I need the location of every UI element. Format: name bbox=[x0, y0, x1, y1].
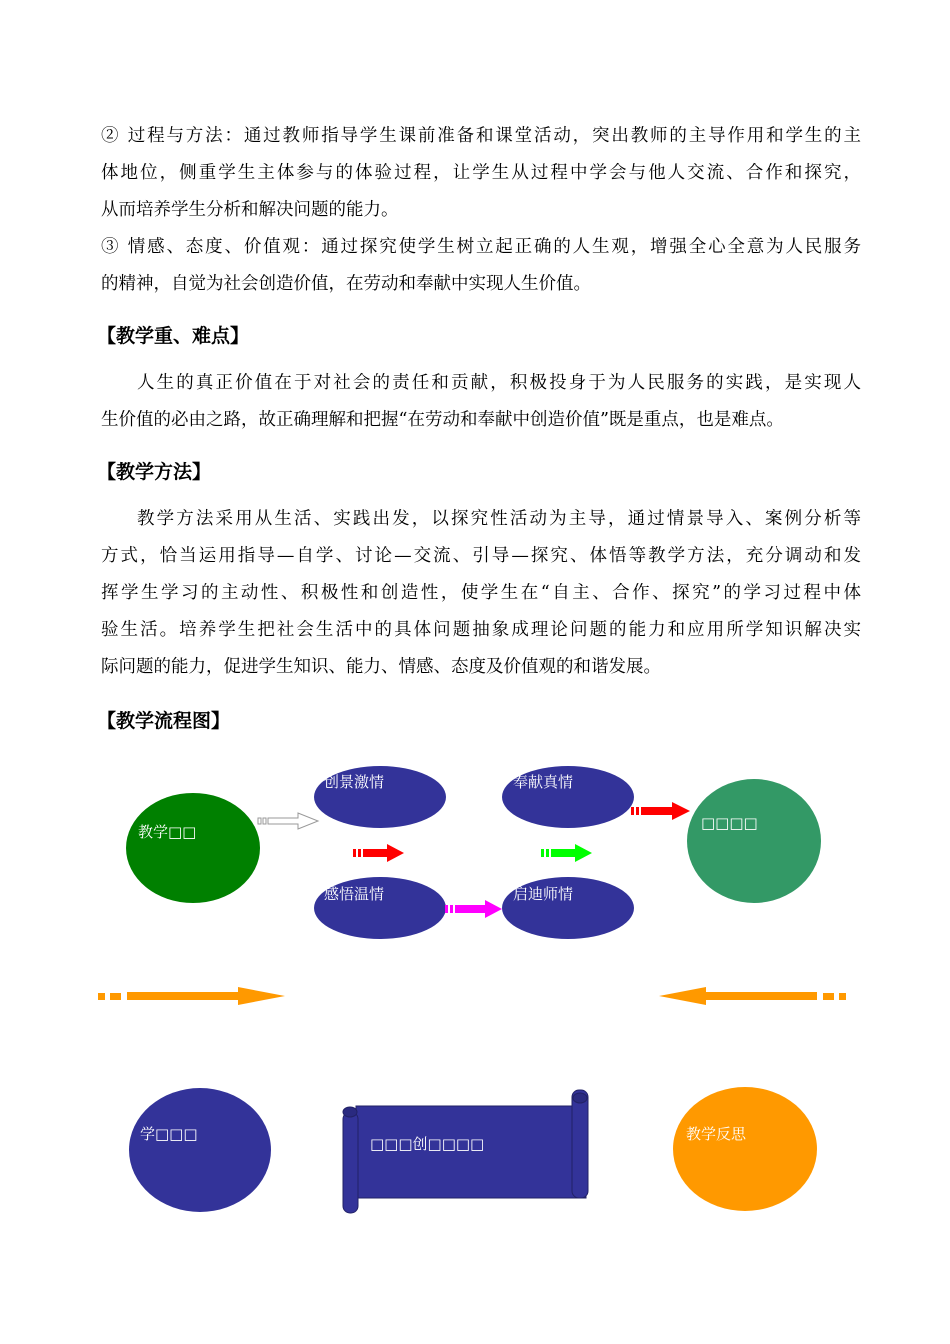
end-node bbox=[687, 779, 821, 903]
node-label: 奉献真情 bbox=[513, 773, 574, 791]
text-line: 从而培养学生分析和解决问题的能力。 bbox=[101, 200, 399, 220]
text-line: 际问题的能力，促进学生知识、能力、情感、态度及价值观的和谐发展。 bbox=[101, 657, 661, 677]
text-line: 教学方法采用从生活、实践出发，以探究性活动为主导，通过情景导入、案例分析等 bbox=[137, 509, 861, 529]
orange-arrow-left bbox=[659, 987, 846, 1005]
start-node bbox=[126, 793, 260, 903]
bottom-left-node-label: 学□□□ bbox=[140, 1125, 198, 1143]
red-arrow-to-end bbox=[631, 802, 690, 820]
text-line: 的精神，自觉为社会创造价值，在劳动和奉献中实现人生价值。 bbox=[101, 274, 591, 294]
text-line: 生价值的必由之路，故正确理解和把握“在劳动和奉献中创造价值”既是重点，也是难点。 bbox=[101, 410, 784, 430]
reflection-node bbox=[673, 1087, 817, 1211]
bottom-left-node bbox=[129, 1088, 271, 1212]
scroll-node bbox=[343, 1090, 588, 1213]
methods-heading: 【教学方法】 bbox=[97, 461, 212, 483]
text-line: ② 过程与方法：通过教师指导学生课前准备和课堂活动，突出教师的主导作用和学生的主 bbox=[101, 126, 861, 146]
teaching-flowchart bbox=[0, 740, 950, 1240]
text-line: 验生活。培养学生把社会生活中的具体问题抽象成理论问题的能力和应用所学知识解决实 bbox=[101, 620, 861, 640]
text-line: 体地位，侧重学生主体参与的体验过程，让学生从过程中学会与他人交流、合作和探究， bbox=[101, 163, 861, 183]
key-points-paragraph bbox=[101, 365, 861, 439]
flowchart-heading: 【教学流程图】 bbox=[97, 710, 231, 732]
process-method-paragraph bbox=[101, 118, 861, 229]
green-arrow-middle bbox=[541, 844, 592, 862]
node-create-scene bbox=[314, 766, 446, 828]
reflection-node-label: 教学反思 bbox=[686, 1125, 747, 1143]
node-label: 启迪师情 bbox=[513, 885, 574, 903]
node-inspire bbox=[502, 877, 634, 939]
node-dedicate bbox=[502, 766, 634, 828]
magenta-arrow bbox=[445, 900, 502, 918]
scroll-node-label: □□□创□□□□ bbox=[370, 1135, 485, 1153]
text-line: ③ 情感、态度、价值观：通过探究使学生树立起正确的人生观，增强全心全意为人民服务 bbox=[101, 237, 861, 257]
end-node-label: □□□□ bbox=[701, 814, 758, 832]
orange-arrow-right bbox=[98, 987, 285, 1005]
node-label: 创景激情 bbox=[324, 773, 385, 791]
key-points-heading: 【教学重、难点】 bbox=[97, 325, 250, 347]
node-label: 感悟温情 bbox=[324, 885, 385, 903]
text-line: 挥学生学习的主动性、积极性和创造性，使学生在“自主、合作、探究”的学习过程中体 bbox=[101, 583, 861, 603]
text-line: 方式，恰当运用指导—自学、讨论—交流、引导—探究、体悟等教学方法，充分调动和发 bbox=[101, 546, 861, 566]
node-feel bbox=[314, 877, 446, 939]
emotion-attitude-paragraph bbox=[101, 229, 861, 303]
red-arrow-middle bbox=[353, 844, 404, 862]
start-node-label: 教学□□ bbox=[138, 823, 197, 841]
text-line: 人生的真正价值在于对社会的责任和贡献，积极投身于为人民服务的实践，是实现人 bbox=[137, 373, 861, 393]
outline-arrow bbox=[258, 813, 318, 829]
methods-paragraph bbox=[101, 501, 861, 686]
